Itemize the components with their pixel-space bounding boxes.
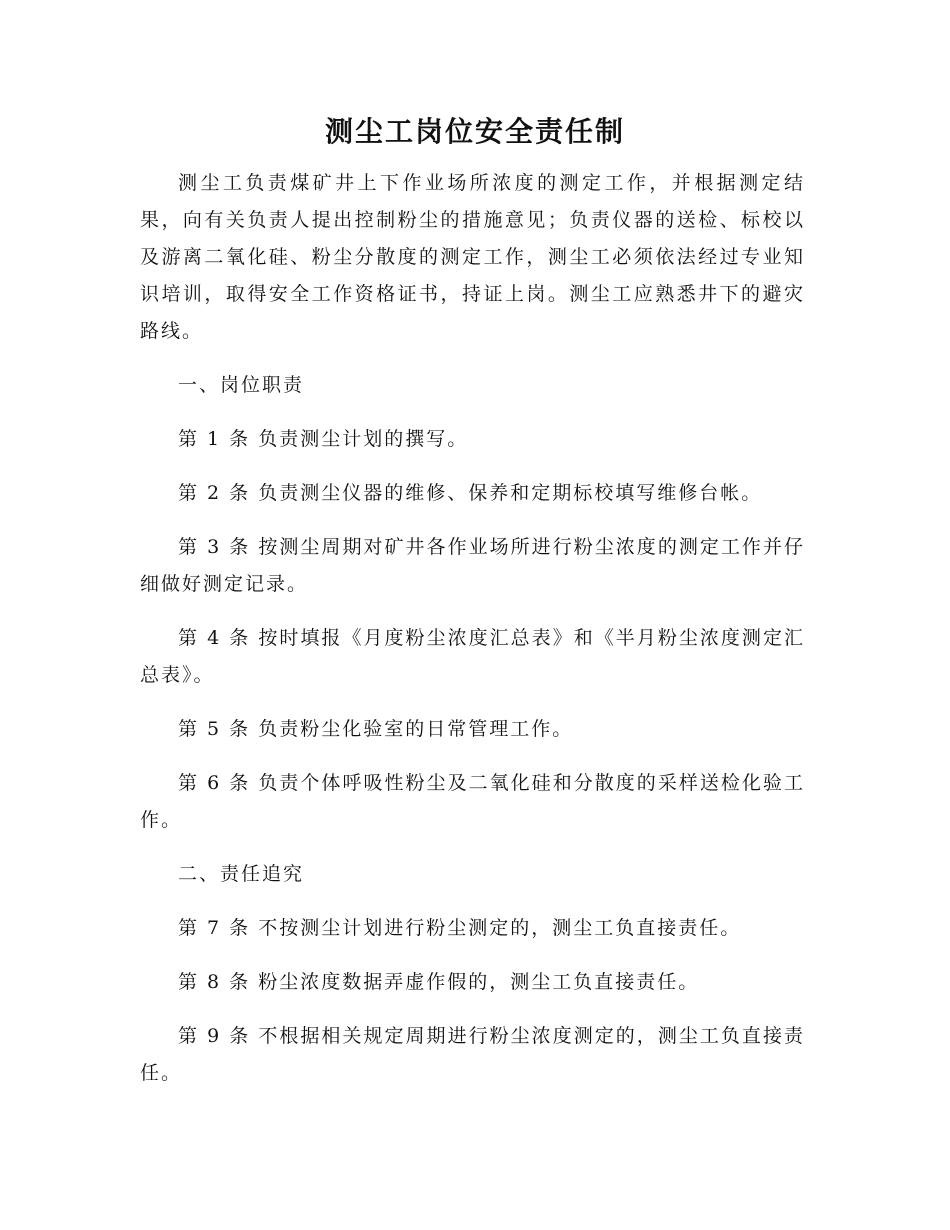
article-2: 第 2 条 负责测尘仪器的维修、保养和定期标校填写维修台帐。 (178, 482, 763, 504)
article-6: 第 6 条 负责个体呼吸性粉尘及二氧化硅和分散度的采样送检化验工作。 (140, 772, 805, 831)
article-3: 第 3 条 按测尘周期对矿井各作业场所进行粉尘浓度的测定工作并仔细做好测定记录。 (140, 536, 805, 595)
article-7: 第 7 条 不按测尘计划进行粉尘测定的，测尘工负直接责任。 (178, 917, 742, 939)
section-heading-duties: 一、岗位职责 (178, 374, 305, 396)
article-8: 第 8 条 粉尘浓度数据弄虚作假的，测尘工负直接责任。 (178, 971, 700, 993)
article-9: 第 9 条 不根据相关规定周期进行粉尘浓度测定的，测尘工负直接责任。 (140, 1025, 805, 1084)
article-1: 第 1 条 负责测尘计划的撰写。 (178, 428, 469, 450)
intro-paragraph: 测尘工负责煤矿井上下作业场所浓度的测定工作，并根据测定结果，向有关负责人提出控制粉尘的措施意见；负责仪器的送检、标校以及游离二氧化硅、粉尘分散度的测定工作，测尘工必须依法经过专业知识培训，取得安全工作资格证书，持证上岗。测尘工应熟悉井下的避灾路线。 (140, 172, 805, 342)
section-heading-accountability: 二、责任追究 (178, 863, 305, 885)
document-body (140, 165, 805, 1092)
article-5: 第 5 条 负责粉尘化验室的日常管理工作。 (178, 718, 574, 740)
document-title: 测尘工岗位安全责任制 (324, 115, 625, 148)
article-4: 第 4 条 按时填报《月度粉尘浓度汇总表》和《半月粉尘浓度测定汇总表》。 (140, 627, 805, 686)
